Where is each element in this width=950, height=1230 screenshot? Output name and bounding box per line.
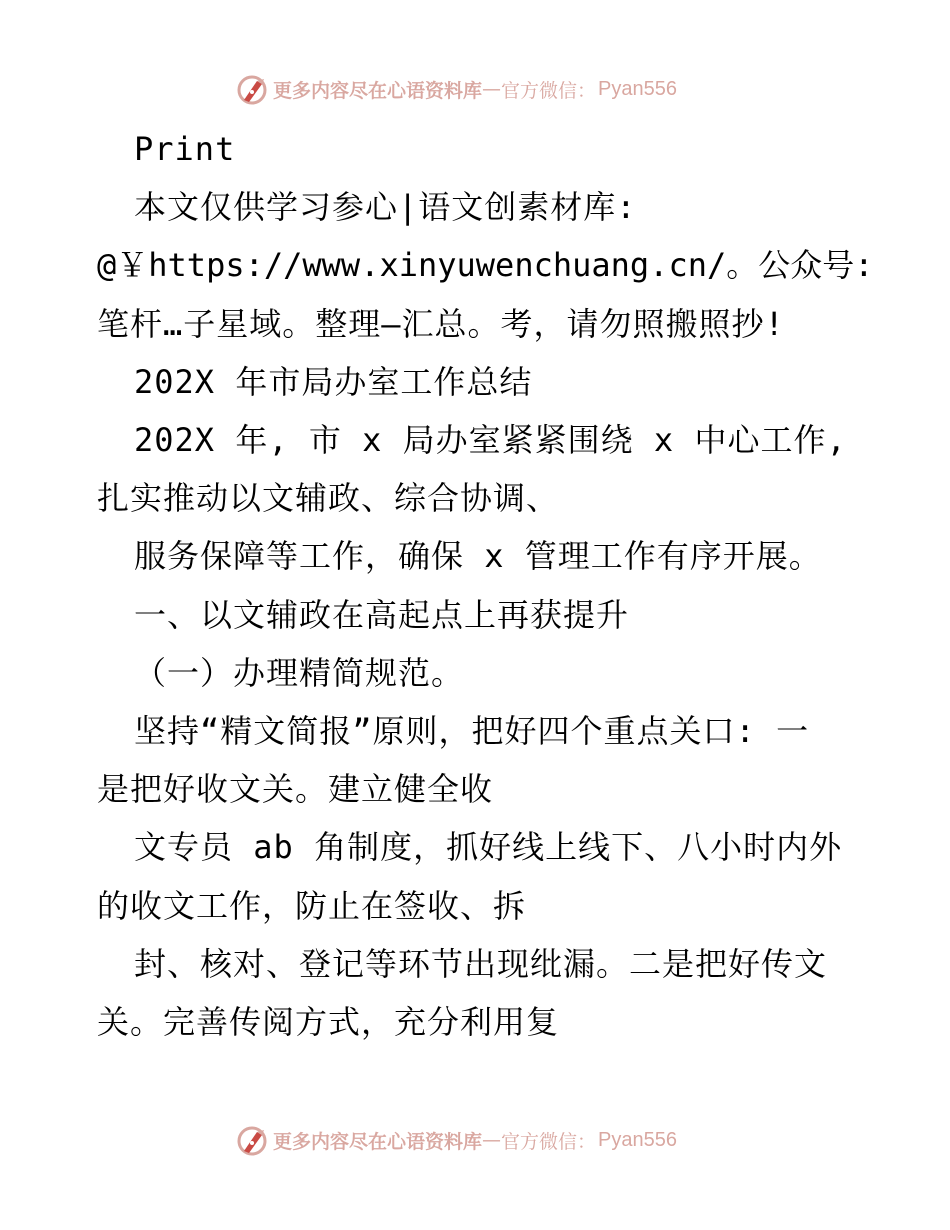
doc-line-url: @￥https://www.xinyuwenchuang.cn/。公众号: — [97, 246, 874, 285]
doc-paragraph-line: 扎实推动以文辅政、综合协调、 — [97, 479, 560, 518]
footer-banner — [235, 1123, 715, 1157]
doc-paragraph-line: 是把好收文关。建立健全收 — [97, 770, 494, 809]
pen-nib-logo-icon — [235, 1123, 269, 1157]
doc-line-print: Print — [134, 130, 236, 168]
doc-paragraph-line: 坚持“精文简报”原则，把好四个重点关口: 一 — [134, 712, 810, 751]
header-banner — [235, 72, 715, 106]
doc-paragraph-line: 的收文工作，防止在签收、拆 — [97, 886, 527, 925]
doc-section-heading: 一、以文辅政在高起点上再获提升 — [134, 595, 630, 634]
doc-paragraph-line: 202X 年, 市 x 局办室紧紧围绕 x 中心工作, — [134, 421, 847, 460]
doc-paragraph-line: 关。完善传阅方式，充分利用复 — [97, 1003, 560, 1042]
footer-promo-text: 更多内容尽在心语资料库 — [273, 1130, 483, 1153]
document-body — [97, 120, 874, 1051]
doc-paragraph-line: 服务保障等工作，确保 x 管理工作有序开展。 — [134, 537, 822, 576]
doc-paragraph-line: 封、核对、登记等环节出现纰漏。二是把好传文 — [134, 944, 828, 983]
doc-line-notice: 笔杆…子星域。整理—汇总。考，请勿照搬照抄! — [97, 304, 785, 343]
doc-title: 202X 年市局办室工作总结 — [134, 362, 533, 401]
doc-line-disclaimer: 本文仅供学习参心|语文创素材库: — [134, 188, 637, 227]
footer-account: Pyan556 — [598, 1128, 677, 1151]
doc-paragraph-line: 文专员 ab 角制度，抓好线上线下、八小时内外 — [134, 828, 843, 867]
doc-subsection-heading: （一）办理精简规范。 — [134, 653, 465, 692]
header-wechat-label: 官方微信： — [501, 79, 597, 102]
header-promo-text: 更多内容尽在心语资料库 — [273, 79, 483, 102]
header-dash: — — [482, 78, 502, 100]
footer-wechat-label: 官方微信： — [501, 1130, 597, 1153]
pen-nib-logo-icon — [235, 72, 269, 106]
header-account: Pyan556 — [598, 77, 677, 100]
footer-dash: — — [482, 1129, 502, 1151]
